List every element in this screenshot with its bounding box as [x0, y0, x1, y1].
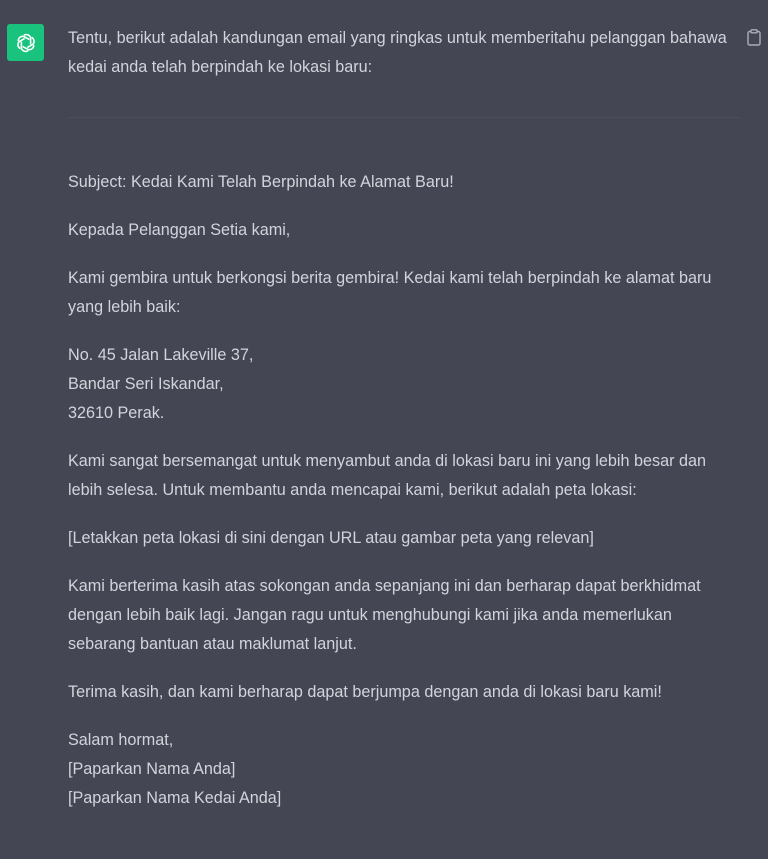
email-map-placeholder: [Letakkan peta lokasi di sini dengan URL atau gambar peta yang relevan] — [68, 529, 594, 547]
openai-logo-icon — [14, 31, 38, 55]
copy-button[interactable] — [745, 27, 763, 47]
assistant-avatar — [7, 24, 44, 61]
intro-text: Tentu, berikut adalah kandungan email yang ringkas untuk memberitahu pelanggan bahawa kedai anda telah berpindah ke lokasi baru: — [68, 29, 727, 76]
signoff-line: [Paparkan Nama Kedai Anda] — [68, 789, 282, 807]
divider — [68, 117, 740, 118]
address-line: 32610 Perak. — [68, 404, 165, 422]
email-address — [68, 341, 740, 428]
email-announcement: Kami gembira untuk berkongsi berita gembira! Kedai kami telah berpindah ke alamat baru yang lebih baik: — [68, 269, 712, 316]
email-thanks: Kami berterima kasih atas sokongan anda sepanjang ini dan berharap dapat berkhidmat dengan lebih baik lagi. Jangan ragu untuk menghubungi kami jika anda memerlukan sebarang bantuan atau maklumat lanjut. — [68, 577, 701, 653]
email-welcome: Kami sangat bersemangat untuk menyambut anda di lokasi baru ini yang lebih besar dan lebih selesa. Untuk membantu anda mencapai kami, berikut adalah peta lokasi: — [68, 452, 706, 499]
address-line: Bandar Seri Iskandar, — [68, 375, 224, 393]
signoff-line: [Paparkan Nama Anda] — [68, 760, 236, 778]
address-line: No. 45 Jalan Lakeville 37, — [68, 346, 254, 364]
email-closing-line: Terima kasih, dan kami berharap dapat berjumpa dengan anda di lokasi baru kami! — [68, 683, 662, 701]
email-subject: Subject: Kedai Kami Telah Berpindah ke Alamat Baru! — [68, 173, 454, 191]
assistant-message — [68, 24, 740, 813]
signoff-line: Salam hormat, — [68, 731, 174, 749]
email-greeting: Kepada Pelanggan Setia kami, — [68, 221, 291, 239]
email-signoff — [68, 726, 740, 813]
clipboard-icon — [747, 29, 761, 46]
